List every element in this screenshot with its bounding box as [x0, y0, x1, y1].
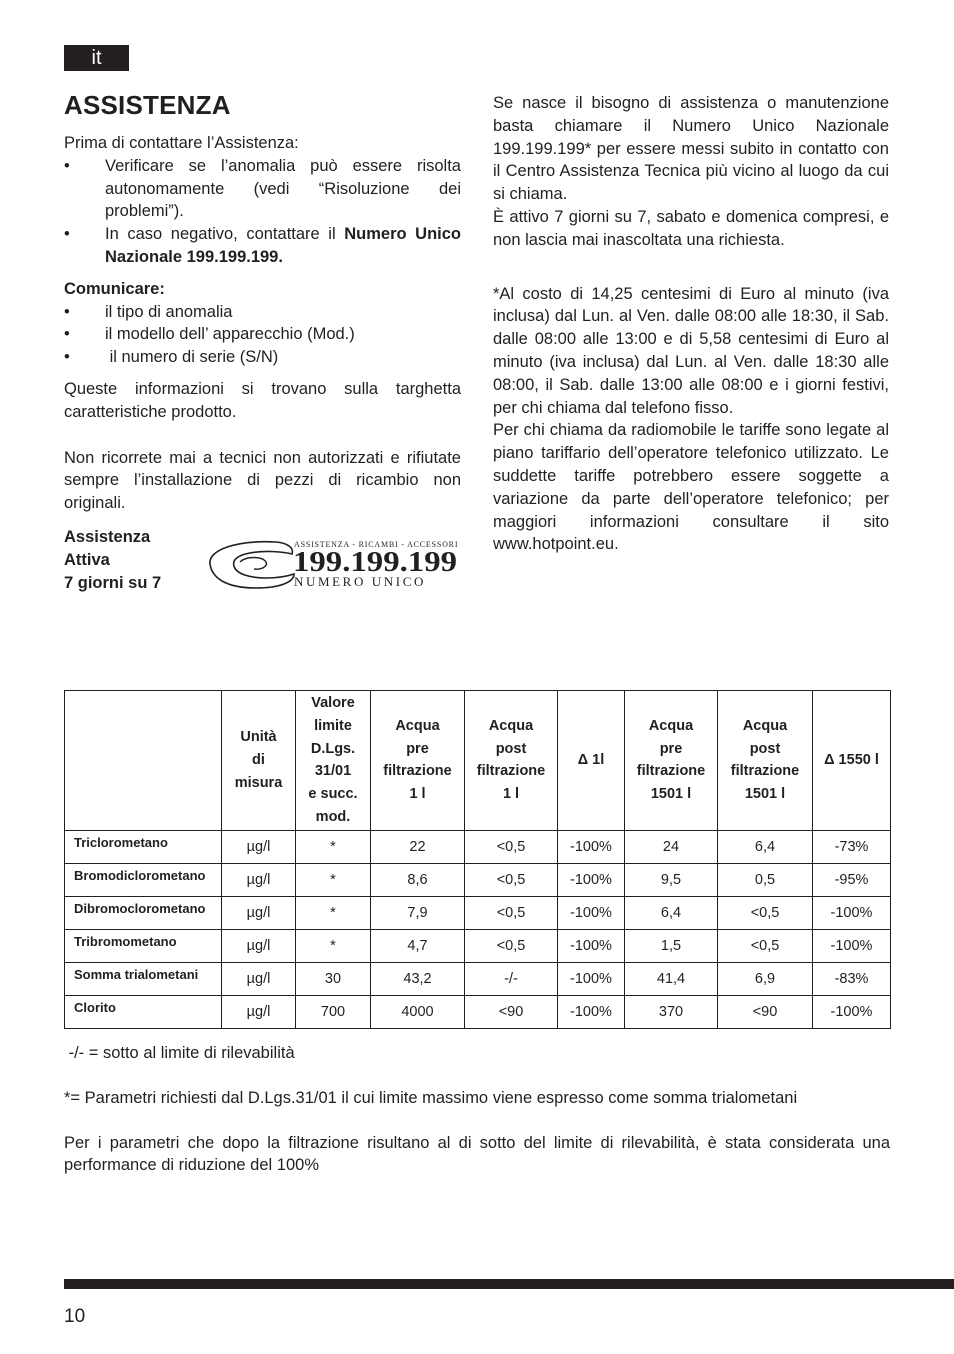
table-cell: µg/l: [222, 995, 296, 1028]
column-header: Unità di misura: [222, 691, 296, 831]
column-header: Δ 1l: [558, 691, 625, 831]
table-cell: -100%: [813, 896, 891, 929]
phone-icon: [210, 542, 294, 588]
comunicare-item: • il numero di serie (S/N): [64, 348, 279, 367]
table-cell: <0,5: [718, 929, 813, 962]
logo-bottom-text: NUMERO UNICO: [294, 574, 426, 589]
comunicare-item: • il modello dell’ apparecchio (Mod.): [64, 325, 355, 344]
table-cell: 43,2: [371, 962, 465, 995]
language-tab: it: [64, 45, 129, 71]
note-undetectable: -/- = sotto al limite di rilevabilità: [64, 1044, 295, 1062]
row-parameter: Triclorometano: [65, 830, 222, 863]
column-header: [65, 691, 222, 831]
table-cell: µg/l: [222, 830, 296, 863]
row-parameter: Dibromoclorometano: [65, 896, 222, 929]
table-cell: µg/l: [222, 863, 296, 896]
info-text: Queste informazioni si trovano sulla targhetta caratteristiche prodotto.: [64, 379, 461, 421]
table-cell: <0,5: [465, 863, 558, 896]
table-cell: -100%: [558, 896, 625, 929]
assistance-paragraph: Se nasce il bisogno di assistenza o manutenzione basta chiamare il Numero Unico Nazionale 199.199.199* per essere messi subito in contatto con il Centro Assistenza Tecnica più vicino al luogo da cui si chiama.: [493, 94, 889, 204]
table-cell: <0,5: [718, 896, 813, 929]
table-cell: 9,5: [625, 863, 718, 896]
warning-text: Non ricorrete mai a tecnici non autorizzati e rifiutate sempre l’installazione di pezzi di ricambio non originali.: [64, 448, 461, 513]
table-cell: *: [296, 929, 371, 962]
note-parameters: *= Parametri richiesti dal D.Lgs.31/01 il cui limite massimo viene espresso come somma trialometani: [64, 1088, 798, 1107]
logo-top-text: ASSISTENZA - RICAMBI - ACCESSORI: [294, 540, 459, 549]
table-cell: -73%: [813, 830, 891, 863]
column-header: Acqua post filtrazione 1501 l: [718, 691, 813, 831]
table-cell: 0,5: [718, 863, 813, 896]
logo-number: 199.199.199: [293, 547, 457, 578]
filtration-table: [64, 690, 891, 1029]
table-cell: -100%: [813, 995, 891, 1028]
table-cell: 4000: [371, 995, 465, 1028]
table-cell: <0,5: [465, 830, 558, 863]
table-cell: *: [296, 863, 371, 896]
table-cell: 4,7: [371, 929, 465, 962]
table-cell: <0,5: [465, 896, 558, 929]
table-cell: 370: [625, 995, 718, 1028]
table-cell: -100%: [558, 830, 625, 863]
table-cell: -95%: [813, 863, 891, 896]
mobile-paragraph: Per chi chiama da radiomobile le tariffe sono legate al piano tariffario dell’operatore telefonico utilizzato. Le suddette tariffe potrebbero essere soggette a variazione da parte dell’operatore telefonico; per maggiori informazioni consultare il sito www.hotpoint.eu.: [493, 421, 889, 554]
table-cell: µg/l: [222, 896, 296, 929]
numero-unico-logo: [206, 536, 460, 592]
cost-paragraph: *Al costo di 14,25 centesimi di Euro al minuto (iva inclusa) dal Lun. al Ven. dalle 08:00 alle 18:30, il Sab. dalle 08:00 alle 13:00 e di 5,58 centesimi di Euro al minuto (iva inclusa) dal Lun. al Ven. dalle 18:30 alle 08:00, il Sab. dalle 13:00 alle 08:00 e i giorni festivi, per chi chiama dal telefono fisso.: [493, 284, 889, 417]
availability-paragraph: È attivo 7 giorni su 7, sabato e domenica compresi, e non lascia mai inascoltata una richiesta.: [493, 207, 889, 249]
table-cell: 7,9: [371, 896, 465, 929]
table-cell: <90: [465, 995, 558, 1028]
column-header: Valore limite D.Lgs. 31/01 e succ. mod.: [296, 691, 371, 831]
table-cell: 6,9: [718, 962, 813, 995]
table-cell: -83%: [813, 962, 891, 995]
row-parameter: Tribromometano: [65, 929, 222, 962]
left-column: [64, 132, 461, 515]
row-parameter: Somma trialometani: [65, 962, 222, 995]
table-cell: 30: [296, 962, 371, 995]
column-header: Δ 1550 l: [813, 691, 891, 831]
numero-unico-bold: Numero Unico Nazionale 199.199.199.: [105, 225, 461, 266]
table-cell: -100%: [813, 929, 891, 962]
table-row: [65, 929, 891, 962]
table-cell: -100%: [558, 929, 625, 962]
table-cell: 41,4: [625, 962, 718, 995]
column-header: Acqua pre filtrazione 1501 l: [625, 691, 718, 831]
row-parameter: Bromodiclorometano: [65, 863, 222, 896]
table-row: [65, 896, 891, 929]
notes: [64, 1042, 890, 1177]
table-cell: 6,4: [718, 830, 813, 863]
table-cell: -100%: [558, 962, 625, 995]
table-cell: µg/l: [222, 929, 296, 962]
table-header-row: [65, 691, 891, 831]
row-parameter: Clorito: [65, 995, 222, 1028]
intro-text: Prima di contattare l’Assistenza:: [64, 134, 299, 152]
table-cell: *: [296, 896, 371, 929]
bullet-item: • In caso negativo, contattare il Numero Unico Nazionale 199.199.199.: [64, 225, 461, 266]
column-header: Acqua pre filtrazione 1 l: [371, 691, 465, 831]
bullet-item: • Verificare se l’anomalia può essere risolta autonomamente (vedi “Risoluzione dei problemi”).: [64, 156, 461, 221]
table-cell: 700: [296, 995, 371, 1028]
table-cell: 24: [625, 830, 718, 863]
comunicare-item: • il tipo di anomalia: [64, 302, 233, 321]
table-cell: -/-: [465, 962, 558, 995]
table-row: [65, 830, 891, 863]
page-title: ASSISTENZA: [64, 90, 231, 120]
note-performance: Per i parametri che dopo la filtrazione risultano al di sotto del limite di rilevabilità, è stata considerata una performance di riduzione del 100%: [64, 1133, 890, 1175]
table-row: [65, 995, 891, 1028]
table-row: [65, 863, 891, 896]
footer-bar: [64, 1279, 954, 1289]
table-cell: -100%: [558, 995, 625, 1028]
page-number: 10: [64, 1306, 86, 1327]
table-cell: *: [296, 830, 371, 863]
table-cell: 1,5: [625, 929, 718, 962]
comunicare-title: Comunicare:: [64, 279, 165, 298]
table-cell: µg/l: [222, 962, 296, 995]
table-row: [65, 962, 891, 995]
table-cell: <0,5: [465, 929, 558, 962]
table-cell: -100%: [558, 863, 625, 896]
table-cell: <90: [718, 995, 813, 1028]
table-cell: 6,4: [625, 896, 718, 929]
right-column: [493, 92, 889, 556]
assistenza-attiva-label: Assistenza Attiva 7 giorni su 7: [64, 528, 162, 592]
table-cell: 8,6: [371, 863, 465, 896]
table-cell: 22: [371, 830, 465, 863]
column-header: Acqua post filtrazione 1 l: [465, 691, 558, 831]
